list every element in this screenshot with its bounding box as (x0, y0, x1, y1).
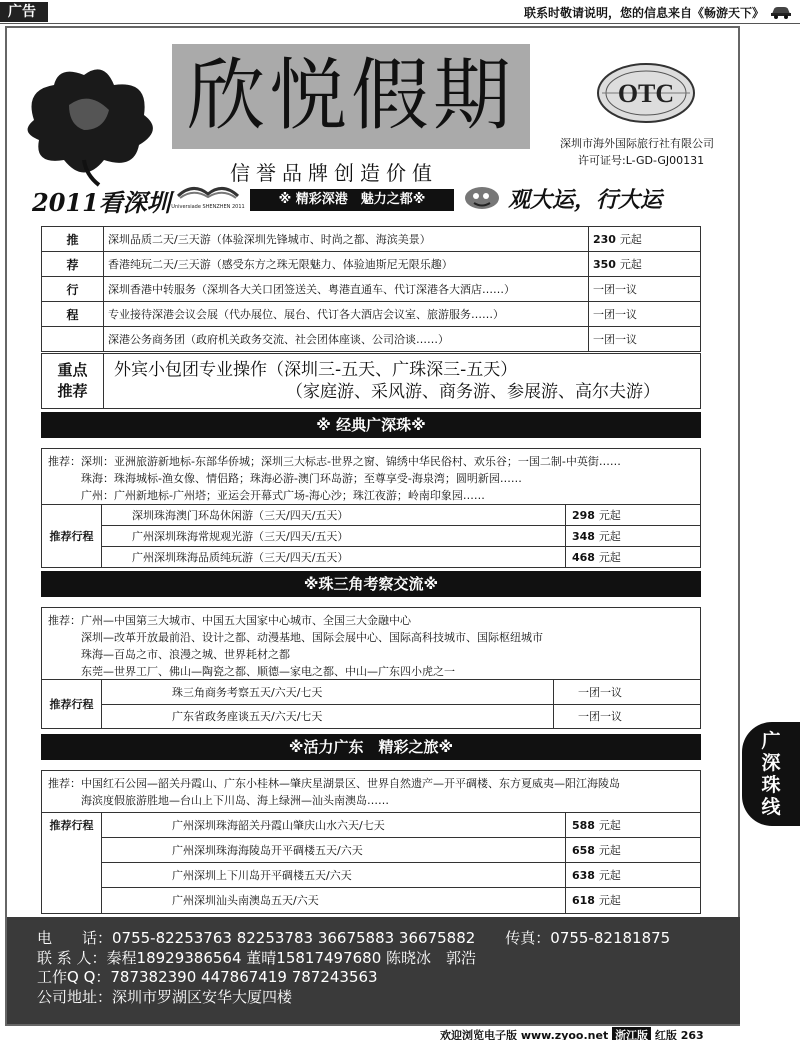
tour-name: 深圳香港中转服务（深圳各大关口团签送关、粤港直通车、代订深港各大酒店……） (104, 277, 589, 302)
side-tab-char: 珠 (761, 774, 781, 796)
table-row (102, 547, 700, 568)
flower-logo (14, 60, 164, 190)
price-value: 一团一议 (593, 308, 637, 321)
price-value: 588 (572, 819, 595, 832)
car-icon (770, 3, 792, 19)
price-unit: 元起 (598, 819, 621, 832)
intro-line: 推荐：深圳：亚洲旅游新地标-东部华侨城；深圳三大标志-世界之窗、锦绣中华民俗村、欢乐谷；一国二制-中英街…… (48, 455, 621, 468)
page-footer (440, 1027, 704, 1040)
tour-name: 香港纯玩二天/三天游（感受东方之珠无限魅力、体验迪斯尼无限乐趣） (104, 252, 589, 277)
price-unit: 元起 (598, 551, 621, 564)
year-slogan: 2011看深圳 (32, 188, 171, 217)
tour-price: 一团一议 (578, 686, 622, 699)
section-1-itinerary (41, 504, 701, 568)
side-tab-char: 线 (761, 796, 781, 818)
itinerary-label: 推荐行程 (42, 505, 102, 567)
price-unit: 元起 (619, 233, 642, 246)
tour-price (566, 526, 700, 546)
tour-name: 珠三角商务考察五天/六天/七天 (102, 680, 554, 704)
universiade-caption: Universiade SHENZHEN 2011 (171, 204, 245, 210)
section-1-title: ※ 经典广深珠※ (41, 412, 701, 438)
price-unit: 元起 (598, 894, 621, 907)
table-row (42, 302, 701, 327)
section-2-intro (41, 607, 701, 679)
tour-name: 广州深圳珠海海陵岛开平碉楼五天/六天 (102, 838, 566, 862)
price-value: 一团一议 (593, 283, 637, 296)
tour-name: 深圳品质二天/三天游（体验深圳先锋城市、时尚之都、海滨美景） (104, 227, 589, 252)
tour-price (566, 838, 700, 862)
table-row (102, 526, 700, 547)
table-row (42, 277, 701, 302)
price-value: 468 (572, 551, 595, 564)
tour-name: 深圳珠海澳门环岛休闲游（三天/四天/五天） (102, 505, 566, 525)
page-number: 263 (680, 1029, 704, 1040)
tour-name: 广东省政务座谈五天/六天/七天 (102, 705, 554, 729)
side-tab-char: 深 (761, 752, 781, 774)
price-unit: 元起 (598, 869, 621, 882)
license-number: 许可证号:L-GD-GJ00131 (578, 154, 705, 167)
contact-address: 公司地址：深圳市罗湖区安华大厦四楼 (37, 987, 293, 1006)
section-3-itinerary (41, 812, 701, 914)
table-row (42, 327, 701, 352)
price-unit: 元起 (598, 844, 621, 857)
price-value: 658 (572, 844, 595, 857)
price-value: 350 (593, 258, 616, 271)
featured-line-1: 外宾小包团专业操作（深圳三-五天、广珠深三-五天） (114, 360, 518, 380)
tour-name: 广州深圳珠海常规观光游（三天/四天/五天） (102, 526, 566, 546)
price-value: 348 (572, 530, 595, 543)
contact-qq: 工作Q Q：787382390 447867419 787243563 (37, 968, 378, 986)
intro-line: 珠海—百岛之市、浪漫之城、世界耗材之都 (48, 648, 290, 661)
brand-slogan: 信誉品牌创造价值 (230, 161, 438, 185)
rec-label-char: 荐 (42, 252, 104, 277)
table-row (102, 705, 700, 729)
price-unit: 元起 (619, 258, 642, 271)
side-route-tab (742, 722, 800, 826)
tour-name: 广州深圳上下川岛开平碉楼五天/六天 (102, 863, 566, 887)
source-note: 联系时敬请说明，您的信息来自《畅游天下》 (523, 6, 764, 20)
featured-label: 重点推荐 (42, 354, 104, 409)
footer-section: 红版 (654, 1029, 677, 1040)
mascot-icon (462, 184, 502, 210)
featured-line-2: （家庭游、采风游、商务游、参展游、高尔夫游） (286, 382, 660, 402)
table-row (102, 680, 700, 705)
tour-name: 广州深圳汕头南澳岛五天/六天 (102, 888, 566, 913)
price-value: 230 (593, 233, 616, 246)
table-row (42, 227, 701, 252)
rec-label-char: 行 (42, 277, 104, 302)
tour-price (589, 252, 701, 277)
itinerary-label: 推荐行程 (42, 813, 102, 913)
intro-line: 推荐：广州—中国第三大城市、中国五大国家中心城市、全国三大金融中心 (48, 614, 411, 627)
tour-price (589, 302, 701, 327)
section-1-intro (41, 448, 701, 504)
table-row (102, 863, 700, 888)
tour-price: 一团一议 (578, 710, 622, 723)
table-row (102, 505, 700, 526)
tour-price (566, 505, 700, 525)
table-row (102, 838, 700, 863)
price-value: 298 (572, 509, 595, 522)
recommended-table (41, 226, 701, 352)
tour-price (566, 813, 700, 837)
section-3-intro (41, 770, 701, 812)
intro-line: 广州：广州新地标-广州塔；亚运会开幕式广场-海心沙；珠江夜游；岭南印象园…… (48, 489, 485, 502)
tour-name: 专业接待深港会议会展（代办展位、展台、代订各大酒店会议室、旅游服务……） (104, 302, 589, 327)
brand-title: 欣悦假期 (186, 51, 515, 141)
price-value: 638 (572, 869, 595, 882)
footer-site: 欢迎浏览电子版 www.zyoo.net (440, 1029, 609, 1040)
price-unit: 元起 (598, 509, 621, 522)
banner-label: ※ 精彩深港 魅力之都※ (250, 189, 454, 211)
tour-price (566, 863, 700, 887)
price-value: 618 (572, 894, 595, 907)
tour-price (589, 327, 701, 352)
table-row (42, 252, 701, 277)
dayun-slogan: 观大运，行大运 (508, 187, 663, 213)
itinerary-label: 推荐行程 (42, 680, 102, 728)
tour-price (566, 888, 700, 913)
tour-name: 广州深圳珠海品质纯玩游（三天/四天/五天） (102, 547, 566, 568)
contact-block (7, 917, 740, 1024)
intro-line: 深圳—改革开放最前沿、设计之都、动漫基地、国际会展中心、国际高科技城市、国际枢纽城市 (48, 631, 543, 644)
rec-label-char: 推 (42, 227, 104, 252)
contact-person: 联 系 人：秦程18929386564 董晴15817497680 陈晓冰 郭浩 (37, 948, 477, 967)
featured-table (41, 353, 701, 409)
table-row (102, 813, 700, 838)
tour-price (589, 227, 701, 252)
contact-phone: 电 话：0755-82253763 82253783 36675883 36675882 传真：0755-82181875 (37, 929, 671, 947)
price-unit: 元起 (598, 530, 621, 543)
otc-logo-text: OTC (617, 79, 675, 108)
rec-label-char: 程 (42, 302, 104, 327)
section-2-title: ※珠三角考察交流※ (41, 571, 701, 597)
company-name: 深圳市海外国际旅行社有限公司 (560, 137, 714, 150)
intro-line: 东莞—世界工厂、佛山—陶瓷之都、顺德—家电之都、中山—广东四小虎之一 (48, 665, 455, 678)
price-value: 一团一议 (593, 333, 637, 346)
section-2-itinerary (41, 679, 701, 729)
tour-price (566, 547, 700, 568)
footer-edition: 浙江版 (612, 1027, 651, 1040)
side-tab-char: 广 (761, 730, 781, 752)
intro-line: 珠海：珠海城标-渔女像、情侣路；珠海必游-澳门环岛游；至尊享受-海泉湾；圆明新园…… (48, 472, 522, 485)
tour-name: 广州深圳珠海韶关丹霞山肇庆山水六天/七天 (102, 813, 566, 837)
tour-name: 深港公务商务团（政府机关政务交流、社会团体座谈、公司洽谈……） (104, 327, 589, 352)
table-row (102, 888, 700, 913)
ad-tag: 广告 (0, 2, 48, 22)
tour-price (589, 277, 701, 302)
intro-line: 海滨度假旅游胜地—台山上下川岛、海上绿洲—汕头南澳岛…… (48, 794, 389, 807)
intro-line: 推荐：中国红石公园—韶关丹霞山、广东小桂林—肇庆星湖景区、世界自然遗产—开平碉楼、东方夏威夷—阳江海陵岛 (48, 777, 620, 790)
otc-logo (596, 62, 696, 124)
universiade-logo (168, 182, 248, 210)
section-3-title: ※活力广东 精彩之旅※ (41, 734, 701, 760)
